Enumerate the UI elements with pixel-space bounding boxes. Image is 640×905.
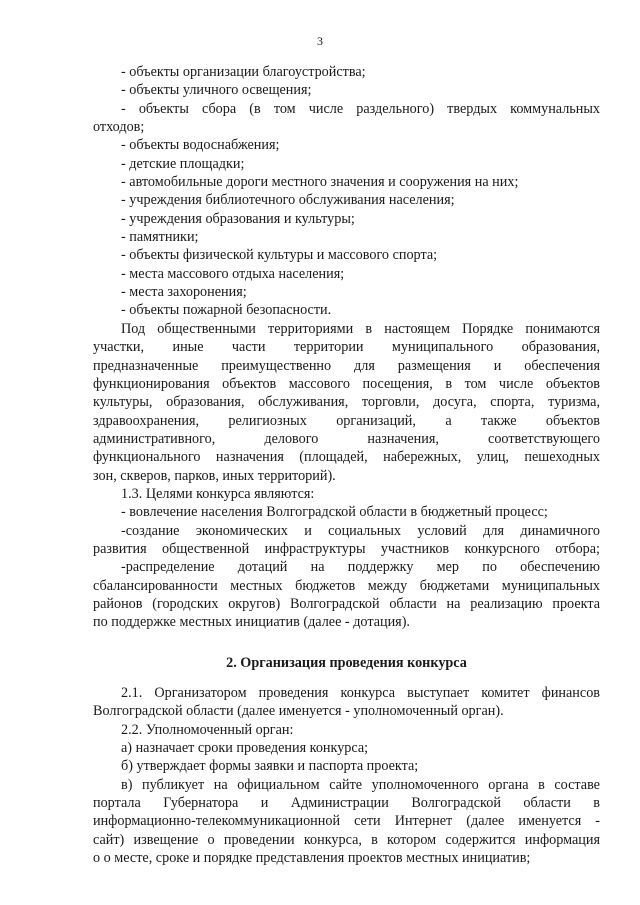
text-line: - объекты водоснабжения; — [121, 137, 280, 154]
text-line: б) утверждает формы заявки и паспорта проекта; — [121, 758, 419, 775]
text-line: портала Губернатора и Администрации Волгоградской области в — [93, 795, 600, 812]
text-line: по поддержке местных инициатив (далее - дотация). — [93, 614, 410, 631]
page-number: 3 — [317, 34, 323, 48]
text-line: - места массового отдыха населения; — [121, 265, 345, 282]
text-line: информационно-телекоммуникационной сети Интернет (далее именуется - — [93, 813, 600, 830]
text-line: развития общественной инфраструктуры участников конкурсного отбора; — [93, 540, 600, 557]
text-line: - объекты пожарной безопасности. — [121, 302, 332, 319]
text-line: Волгоградской области (далее именуется - уполномоченный орган). — [93, 703, 504, 720]
text-line: сайт) извещение о проведении конкурса, в котором содержится информация — [93, 831, 600, 848]
text-line: районов (городских округов) Волгоградской области на реализацию проекта — [93, 595, 600, 612]
text-line: - объекты физической культуры и массового спорта; — [121, 247, 438, 264]
text-line: в) публикует на официальном сайте уполномоченного органа в составе — [121, 776, 600, 793]
text-line: функционирования объектов массового посещения, в том числе объектов — [93, 375, 600, 392]
text-line: отходов; — [93, 119, 145, 136]
text-line: 1.3. Целями конкурса являются: — [121, 485, 315, 502]
text-line: - места захоронения; — [121, 284, 247, 301]
text-line: - вовлечение населения Волгоградской области в бюджетный процесс; — [121, 504, 548, 521]
text-line: - памятники; — [121, 229, 199, 246]
text-line: - учреждения образования и культуры; — [121, 210, 355, 227]
text-line: - автомобильные дороги местного значения и сооружения на них; — [121, 174, 519, 191]
text-line: участки, иные части территории муниципального образования, — [93, 339, 600, 356]
text-line: -распределение дотаций на поддержку мер по обеспечению — [121, 559, 600, 576]
text-line: о о месте, сроке и порядке представления проектов местных инициатив; — [93, 850, 531, 867]
text-line: - объекты сбора (в том числе раздельного) твердых коммунальных — [121, 100, 600, 117]
text-line: - объекты уличного освещения; — [121, 82, 312, 99]
paragraph-block-2 — [93, 684, 600, 867]
text-line: -создание экономических и социальных условий для динамичного — [121, 522, 600, 539]
paragraph-block-1 — [93, 63, 600, 632]
text-line: - детские площадки; — [121, 155, 245, 172]
text-line: здравоохранения, религиозных организаций, а также объектов — [93, 412, 600, 429]
text-line: административного, делового назначения, соответствующего — [93, 430, 600, 447]
text-line: предназначенные преимущественно для размещения и обеспечения — [93, 357, 600, 374]
text-line: 2.1. Организатором проведения конкурса выступает комитет финансов — [121, 685, 600, 701]
text-line: а) назначает сроки проведения конкурса; — [121, 740, 369, 757]
document-body — [93, 63, 600, 867]
text-line: зон, скверов, парков, иных территорий). — [93, 467, 336, 484]
text-line: 2.2. Уполномоченный орган: — [121, 721, 294, 738]
text-line: - объекты организации благоустройства; — [121, 64, 366, 80]
text-line: Под общественными территориями в настоящем Порядке понимаются — [121, 320, 600, 337]
text-line: сбалансированности местных бюджетов между бюджетами муниципальных — [93, 577, 600, 594]
text-line: культуры, образования, обслуживания, торговли, досуга, спорта, туризма, — [93, 394, 600, 411]
text-line: функционального назначения (площадей, набережных, улиц, пешеходных — [93, 449, 600, 466]
text-line: - учреждения библиотечного обслуживания населения; — [121, 192, 455, 209]
section-heading: 2. Организация проведения конкурса — [226, 654, 467, 671]
